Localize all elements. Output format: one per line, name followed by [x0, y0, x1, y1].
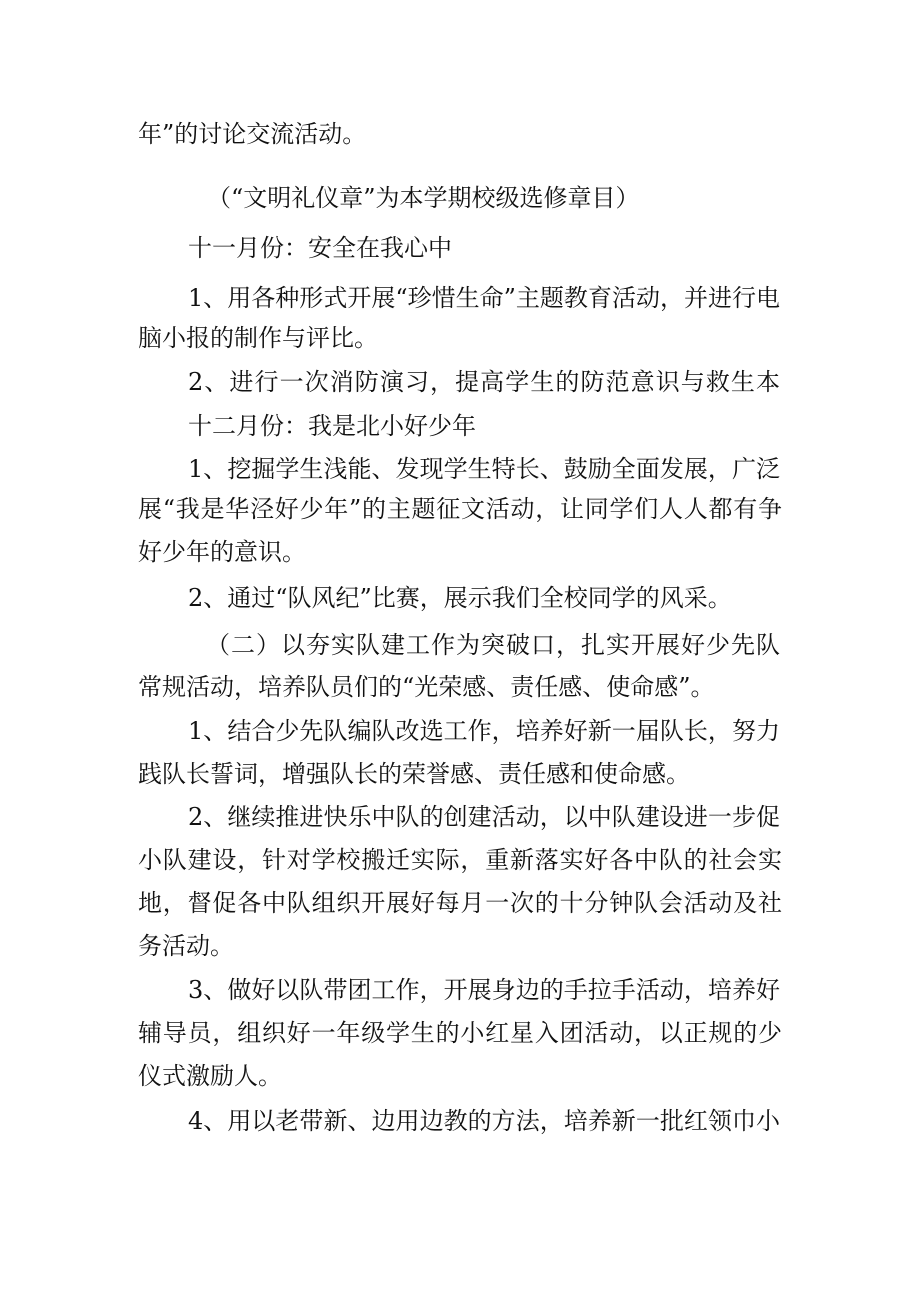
- section-heading-december: 十二月份：我是北小好少年: [188, 412, 476, 440]
- text-line: 脑小报的制作与评比。: [138, 324, 378, 352]
- text-line: 2、进行一次消防演习，提高学生的防范意识与救生本: [188, 368, 780, 396]
- text-line-note: （“文明礼仪章”为本学期校级选修章目）: [207, 184, 640, 212]
- text-line: 辅导员，组织好一年级学生的小红星入团活动，以正规的少: [138, 1019, 782, 1047]
- text-line: 3、做好以队带团工作，开展身边的手拉手活动，培养好: [188, 976, 780, 1004]
- text-line: 1、结合少先队编队改选工作，培养好新一届队长，努力: [188, 717, 780, 745]
- text-line: 务活动。: [138, 932, 234, 960]
- text-line: 常规活动，培养队员们的“光荣感、责任感、使命感”。: [138, 673, 715, 701]
- text-line-continuation: 年”的讨论交流活动。: [138, 120, 367, 148]
- text-line-section-two: （二）以夯实队建工作为突破口，扎实开展好少先队: [206, 631, 780, 659]
- text-line: 小队建设，针对学校搬迁实际，重新落实好各中队的社会实: [138, 846, 782, 874]
- text-line: 展“我是华泾好少年”的主题征文活动，让同学们人人都有争: [138, 495, 782, 523]
- text-line: 好少年的意识。: [138, 538, 306, 566]
- text-line: 2、继续推进快乐中队的创建活动，以中队建设进一步促: [188, 803, 780, 831]
- text-line: 践队长誓词，增强队长的荣誉感、责任感和使命感。: [138, 760, 690, 788]
- text-line: 1、用各种形式开展“珍惜生命”主题教育活动，并进行电: [188, 284, 780, 312]
- text-line: 4、用以老带新、边用边教的方法，培养新一批红领巾小: [188, 1107, 780, 1135]
- text-line: 仪式激励人。: [138, 1062, 282, 1090]
- text-line: 地，督促各中队组织开展好每月一次的十分钟队会活动及社: [138, 889, 782, 917]
- section-heading-november: 十一月份：安全在我心中: [188, 234, 452, 262]
- text-line: 1、挖掘学生浅能、发现学生特长、鼓励全面发展，广泛: [188, 455, 780, 483]
- text-line: 2、通过“队风纪”比赛，展示我们全校同学的风采。: [188, 584, 732, 612]
